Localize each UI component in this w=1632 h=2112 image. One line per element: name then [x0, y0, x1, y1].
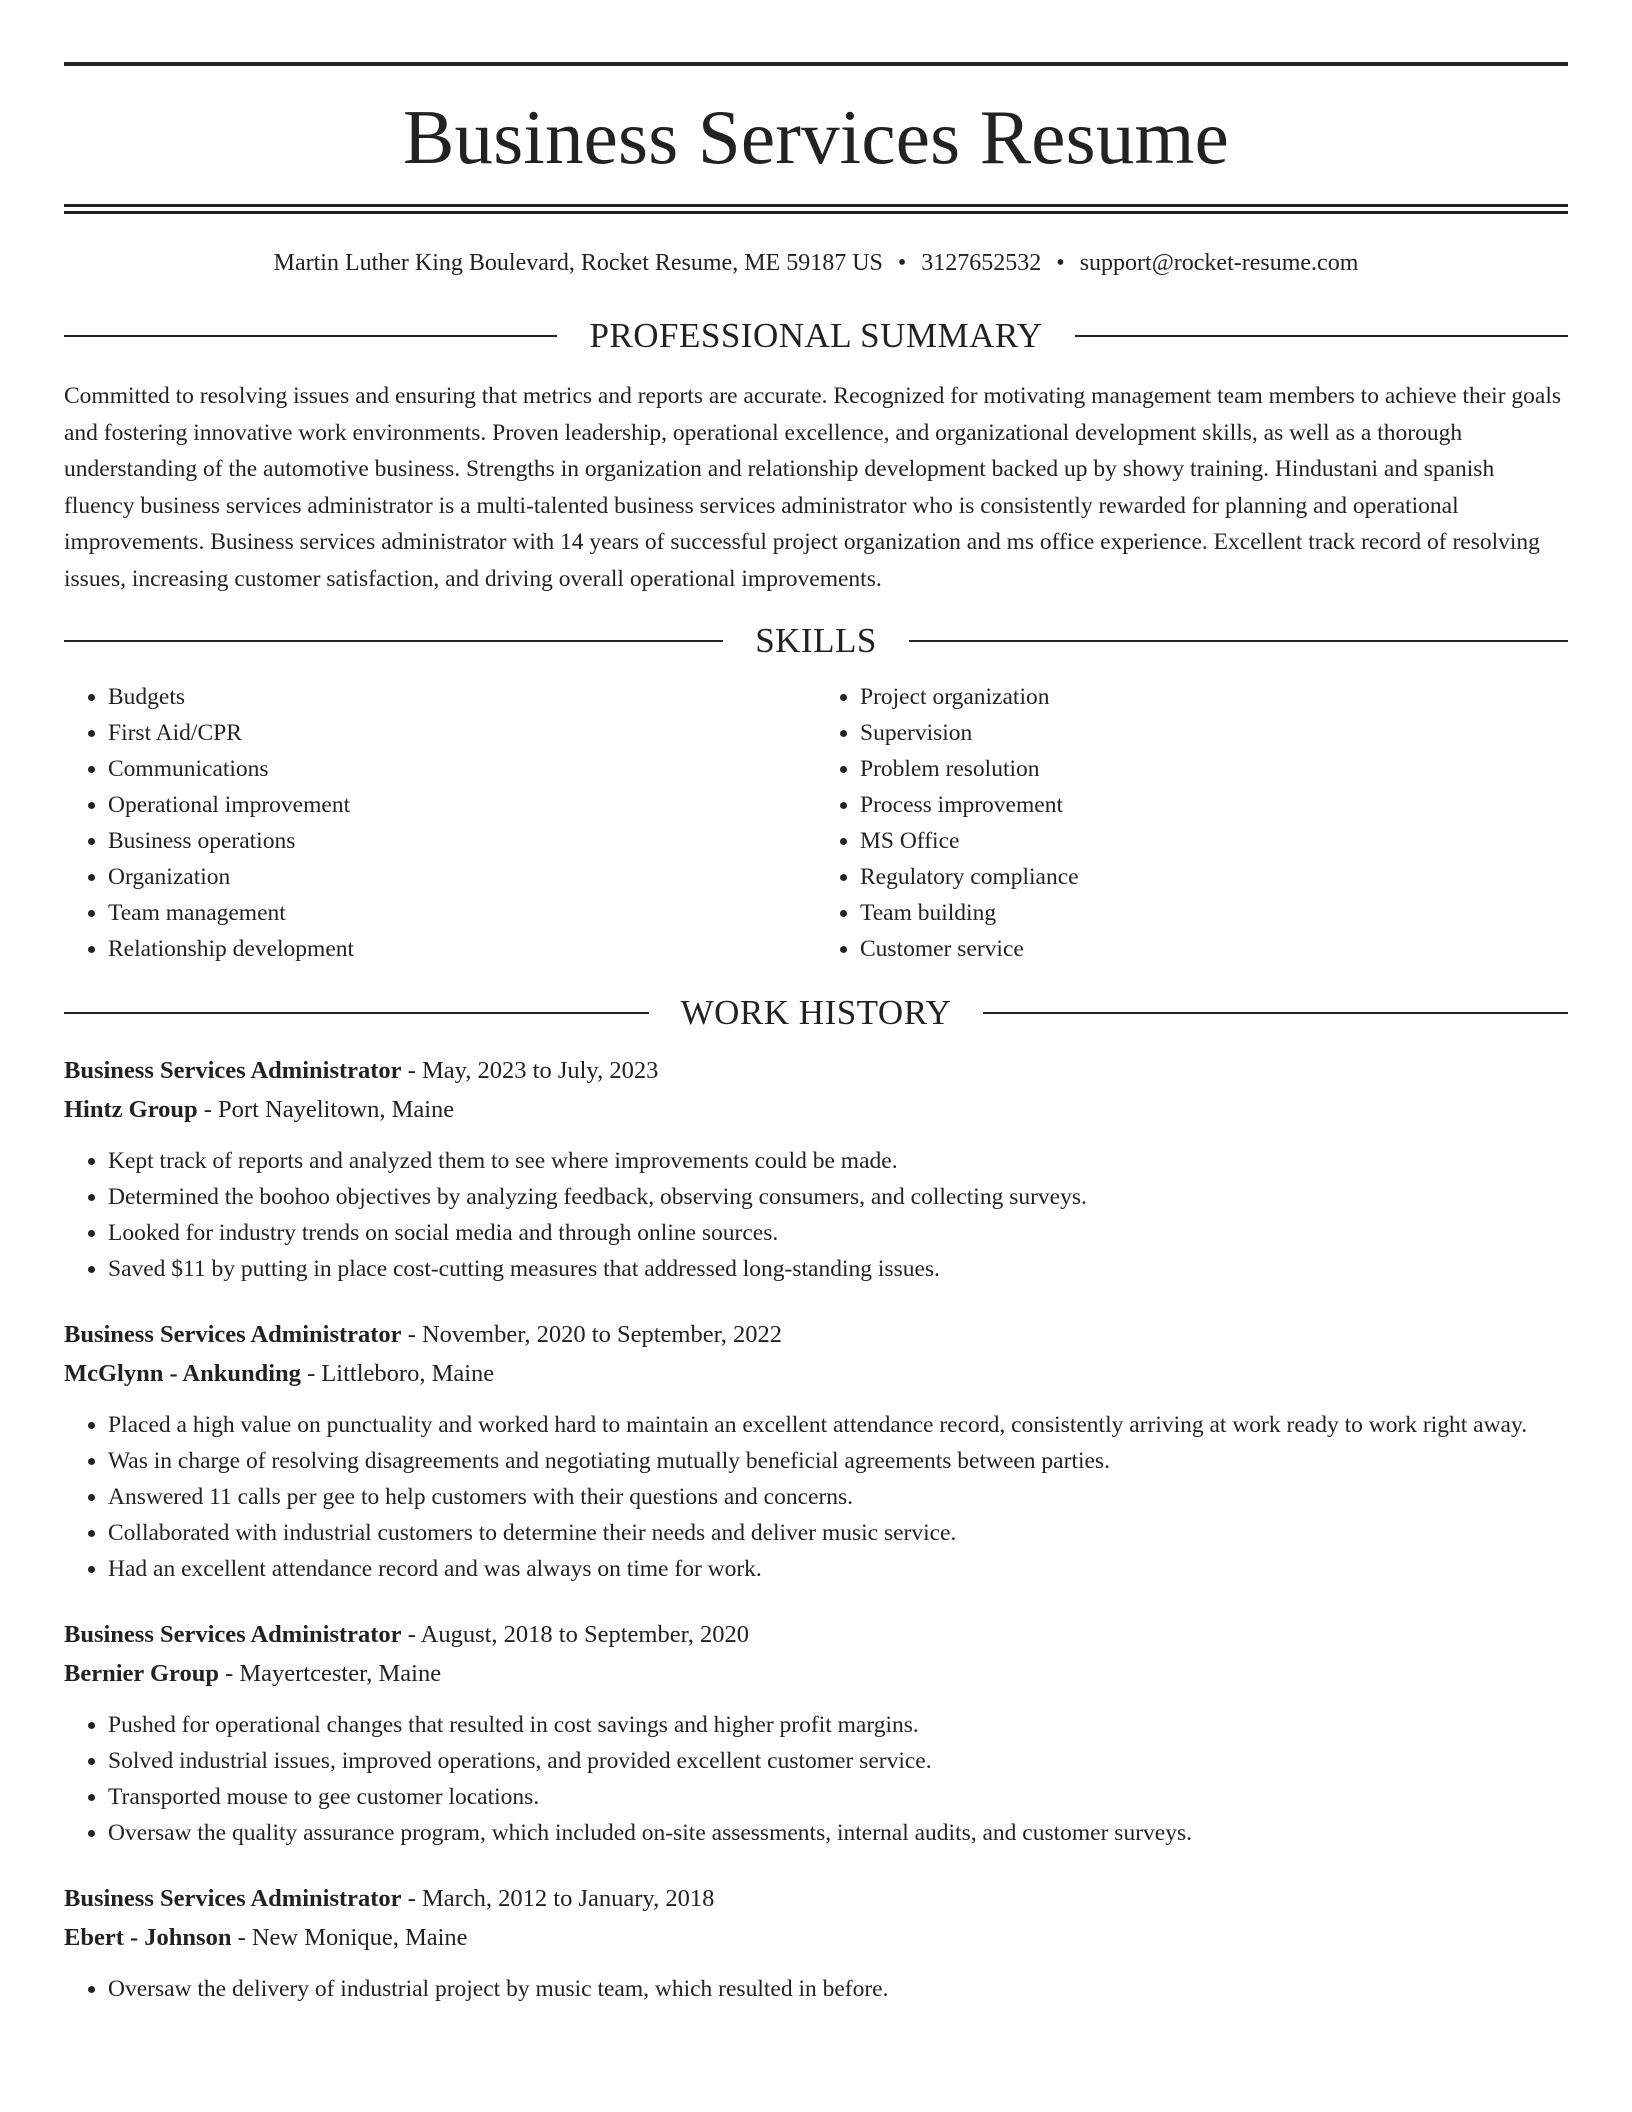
header-double-rule: [64, 204, 1568, 214]
job-company-line: [64, 1918, 1568, 1957]
skill-item: • Team management: [108, 895, 816, 931]
summary-text: Committed to resolving issues and ensuring that metrics and reports are accurate. Recognized for motivating management team members to achieve their goals and fostering innovative work environments. Proven leadership, operational excellence, and organizational development skills, as well as a thorough understanding of the automotive business. Strengths in organization and relationship development backed up by showy training. Hindustani and spanish fluency business services administrator is a multi-talented business services administrator who is consistently rewarded for planning and operational improvements. Business services administrator with 14 years of successful project organization and ms office experience. Excellent track record of resolving issues, increasing customer satisfaction, and driving overall operational improvements.: [64, 383, 1562, 592]
skill-item: • Problem resolution: [860, 751, 1568, 787]
work-heading-label: WORK HISTORY: [680, 993, 952, 1032]
job-entry: [64, 1879, 1568, 2007]
skill-item: • Communications: [108, 751, 816, 787]
skill-item: • Relationship development: [108, 931, 816, 967]
skill-item: • Team building: [860, 895, 1568, 931]
contact-address: Martin Luther King Boulevard, Rocket Resume, ME 59187 US: [273, 250, 883, 276]
heading-rule: [64, 335, 557, 337]
job-company: McGlynn - Ankunding: [64, 1360, 301, 1387]
job-bullet: • Pushed for operational changes that resulted in cost savings and higher profit margins.: [108, 1707, 1568, 1743]
job-bullet: • Solved industrial issues, improved operations, and provided excellent customer service.: [108, 1743, 1568, 1779]
summary-section-heading: [64, 316, 1568, 356]
header-top-rule: [64, 62, 1568, 66]
work-section-heading: [64, 993, 1568, 1033]
job-bullet: • Looked for industry trends on social media and through online sources.: [108, 1215, 1568, 1251]
skill-item: • Budgets: [108, 679, 816, 715]
job-company-line: [64, 1654, 1568, 1693]
job-bullet: • Had an excellent attendance record and was always on time for work.: [108, 1551, 1568, 1587]
skill-item: • Project organization: [860, 679, 1568, 715]
job-entry: [64, 1051, 1568, 1287]
job-bullets: [64, 1971, 1568, 2007]
job-location: - Mayertcester, Maine: [218, 1660, 442, 1687]
job-bullet: • Transported mouse to gee customer locations.: [108, 1779, 1568, 1815]
skill-item: • Supervision: [860, 715, 1568, 751]
job-title: Business Services Administrator: [64, 1057, 402, 1084]
job-bullet: • Kept track of reports and analyzed them to see where improvements could be made.: [108, 1143, 1568, 1179]
job-title-line: [64, 1615, 1568, 1654]
contact-line: [64, 248, 1568, 278]
job-location: - Port Nayelitown, Maine: [197, 1096, 455, 1123]
skill-item: • Organization: [108, 859, 816, 895]
job-bullets: [64, 1407, 1568, 1587]
job-entry: [64, 1615, 1568, 1851]
contact-separator: •: [897, 250, 907, 276]
job-bullets: [64, 1707, 1568, 1851]
job-title-line: [64, 1051, 1568, 1090]
job-company-line: [64, 1090, 1568, 1129]
skills-columns: [64, 679, 1568, 967]
job-dates: - March, 2012 to January, 2018: [401, 1885, 715, 1912]
job-company: Hintz Group: [64, 1096, 198, 1123]
job-bullet: • Placed a high value on punctuality and worked hard to maintain an excellent attendance record, consistently arriving at work ready to work right away.: [108, 1407, 1568, 1443]
skill-item: • First Aid/CPR: [108, 715, 816, 751]
skill-item: • MS Office: [860, 823, 1568, 859]
contact-phone: 3127652532: [921, 250, 1042, 276]
heading-rule: [1075, 335, 1568, 337]
heading-rule: [983, 1012, 1568, 1014]
heading-rule: [64, 1012, 649, 1014]
job-title-line: [64, 1315, 1568, 1354]
job-company-line: [64, 1354, 1568, 1393]
skill-item: • Business operations: [108, 823, 816, 859]
skill-item: • Regulatory compliance: [860, 859, 1568, 895]
job-dates: - November, 2020 to September, 2022: [401, 1321, 782, 1348]
contact-separator: •: [1056, 250, 1065, 276]
job-location: - Littleboro, Maine: [300, 1360, 495, 1387]
job-bullet: • Answered 11 calls per gee to help customers with their questions and concerns.: [108, 1479, 1568, 1515]
job-title-line: [64, 1879, 1568, 1918]
contact-email: support@rocket-resume.com: [1079, 250, 1359, 276]
heading-rule: [64, 640, 723, 642]
skills-section-heading: [64, 621, 1568, 661]
job-bullet: • Saved $11 by putting in place cost-cutting measures that addressed long-standing issues.: [108, 1251, 1568, 1287]
job-bullet: • Collaborated with industrial customers to determine their needs and deliver music service.: [108, 1515, 1568, 1551]
job-company: Ebert - Johnson: [64, 1924, 232, 1951]
skill-item: • Process improvement: [860, 787, 1568, 823]
job-title: Business Services Administrator: [64, 1321, 402, 1348]
resume-title: Business Services Resume: [402, 94, 1230, 180]
skills-list-left: [64, 679, 816, 967]
job-bullet: • Was in charge of resolving disagreements and negotiating mutually beneficial agreements between parties.: [108, 1443, 1568, 1479]
job-location: - New Monique, Maine: [231, 1924, 468, 1951]
job-bullet: • Oversaw the quality assurance program, which included on-site assessments, internal audits, and customer surveys.: [108, 1815, 1568, 1851]
job-company: Bernier Group: [64, 1660, 219, 1687]
heading-rule: [909, 640, 1568, 642]
skills-list-right: [816, 679, 1568, 967]
job-dates: - August, 2018 to September, 2020: [401, 1621, 750, 1648]
skill-item: • Customer service: [860, 931, 1568, 967]
job-bullet: • Determined the boohoo objectives by analyzing feedback, observing consumers, and collecting surveys.: [108, 1179, 1568, 1215]
job-title: Business Services Administrator: [64, 1885, 402, 1912]
job-title: Business Services Administrator: [64, 1621, 402, 1648]
summary-heading-label: PROFESSIONAL SUMMARY: [589, 316, 1043, 355]
job-dates: - May, 2023 to July, 2023: [401, 1057, 659, 1084]
job-entry: [64, 1315, 1568, 1587]
skills-heading-label: SKILLS: [755, 621, 877, 660]
job-bullet: • Oversaw the delivery of industrial project by music team, which resulted in before.: [108, 1971, 1568, 2007]
job-bullets: [64, 1143, 1568, 1287]
skill-item: • Operational improvement: [108, 787, 816, 823]
